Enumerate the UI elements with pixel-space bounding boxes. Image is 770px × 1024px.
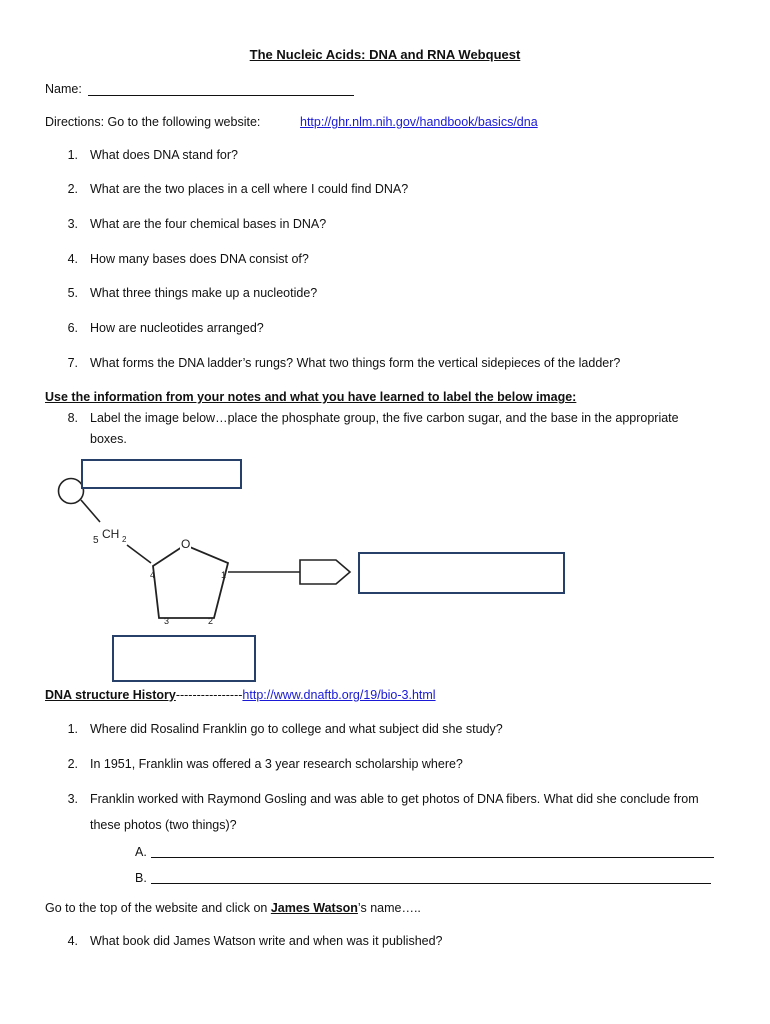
question-number: 7. [67,356,78,370]
question-number: 2. [67,757,78,771]
phosphate-label-box[interactable] [81,459,242,489]
base-pentagon-arrow [300,560,350,584]
question-text: What forms the DNA ladder’s rungs? What two things form the vertical sidepieces of the ladder? [90,356,621,370]
question-text-continued: boxes. [90,432,127,446]
watson-instruction [45,901,421,915]
question-number: 3. [67,792,78,806]
question-text: What are the two places in a cell where I could find DNA? [90,182,409,196]
question-text: What are the four chemical bases in DNA? [90,217,327,231]
directions-label: Directions: Go to the following website: [45,115,261,129]
question-text: Franklin worked with Raymond Gosling and was able to get photos of DNA fibers. What did she conclude from [90,792,699,806]
question-number: 1. [67,148,78,162]
question-number: 8. [67,411,78,425]
question-text: In 1951, Franklin was offered a 3 year research scholarship where? [90,757,463,771]
question-text: Label the image below…place the phosphate group, the five carbon sugar, and the base in the appropriate [90,411,679,425]
question-text: What three things make up a nucleotide? [90,286,318,300]
history-dashes: ---------------- [175,688,243,702]
carbon-5-label: 5 [93,535,99,546]
phosphate-circle [59,479,84,504]
sugar-pentagon [153,545,228,618]
label-instruction: Use the information from your notes and what you have learned to label the below image: [45,390,577,404]
answer-a-line[interactable] [151,857,714,858]
sugar-label-box[interactable] [112,635,256,682]
carbon-1-label: 1 [221,570,227,580]
question-number: 1. [67,722,78,736]
name-label: Name: [45,82,82,96]
phosphate-bond [81,500,100,522]
directions-link[interactable]: http://ghr.nlm.nih.gov/handbook/basics/dna [300,115,538,129]
question-number: 3. [67,217,78,231]
base-label-box[interactable] [358,552,565,594]
question-text: How many bases does DNA consist of? [90,252,309,266]
answer-b-line[interactable] [151,883,711,884]
carbon-2-label: 2 [208,616,214,626]
history-heading: DNA structure History [45,688,176,702]
question-number: 5. [67,286,78,300]
answer-b-label: B. [135,871,147,885]
question-number: 6. [67,321,78,335]
question-number: 2. [67,182,78,196]
question-text: Where did Rosalind Franklin go to college and what subject did she study? [90,722,503,736]
page-title: The Nucleic Acids: DNA and RNA Webquest [249,47,521,62]
ch2-label: CH [102,527,120,541]
carbon-3-label: 3 [164,616,170,626]
watson-instruction-before: Go to the top of the website and click on [45,901,271,915]
ch2-subscript: 2 [122,535,127,544]
history-heading-row [45,688,436,702]
carbon-4-label: 4 [150,570,156,580]
question-number: 4. [67,934,78,948]
ch2-bond [127,545,151,563]
question-text: What book did James Watson write and when was it published? [90,934,443,948]
answer-a-label: A. [135,845,147,859]
question-number: 4. [67,252,78,266]
watson-name: James Watson [270,901,358,915]
question-text: What does DNA stand for? [90,148,238,162]
watson-instruction-after: ’s name….. [357,901,421,915]
history-link[interactable]: http://www.dnaftb.org/19/bio-3.html [242,688,436,702]
oxygen-label: O [181,537,191,551]
question-text-continued: these photos (two things)? [90,818,237,832]
question-text: How are nucleotides arranged? [90,321,264,335]
